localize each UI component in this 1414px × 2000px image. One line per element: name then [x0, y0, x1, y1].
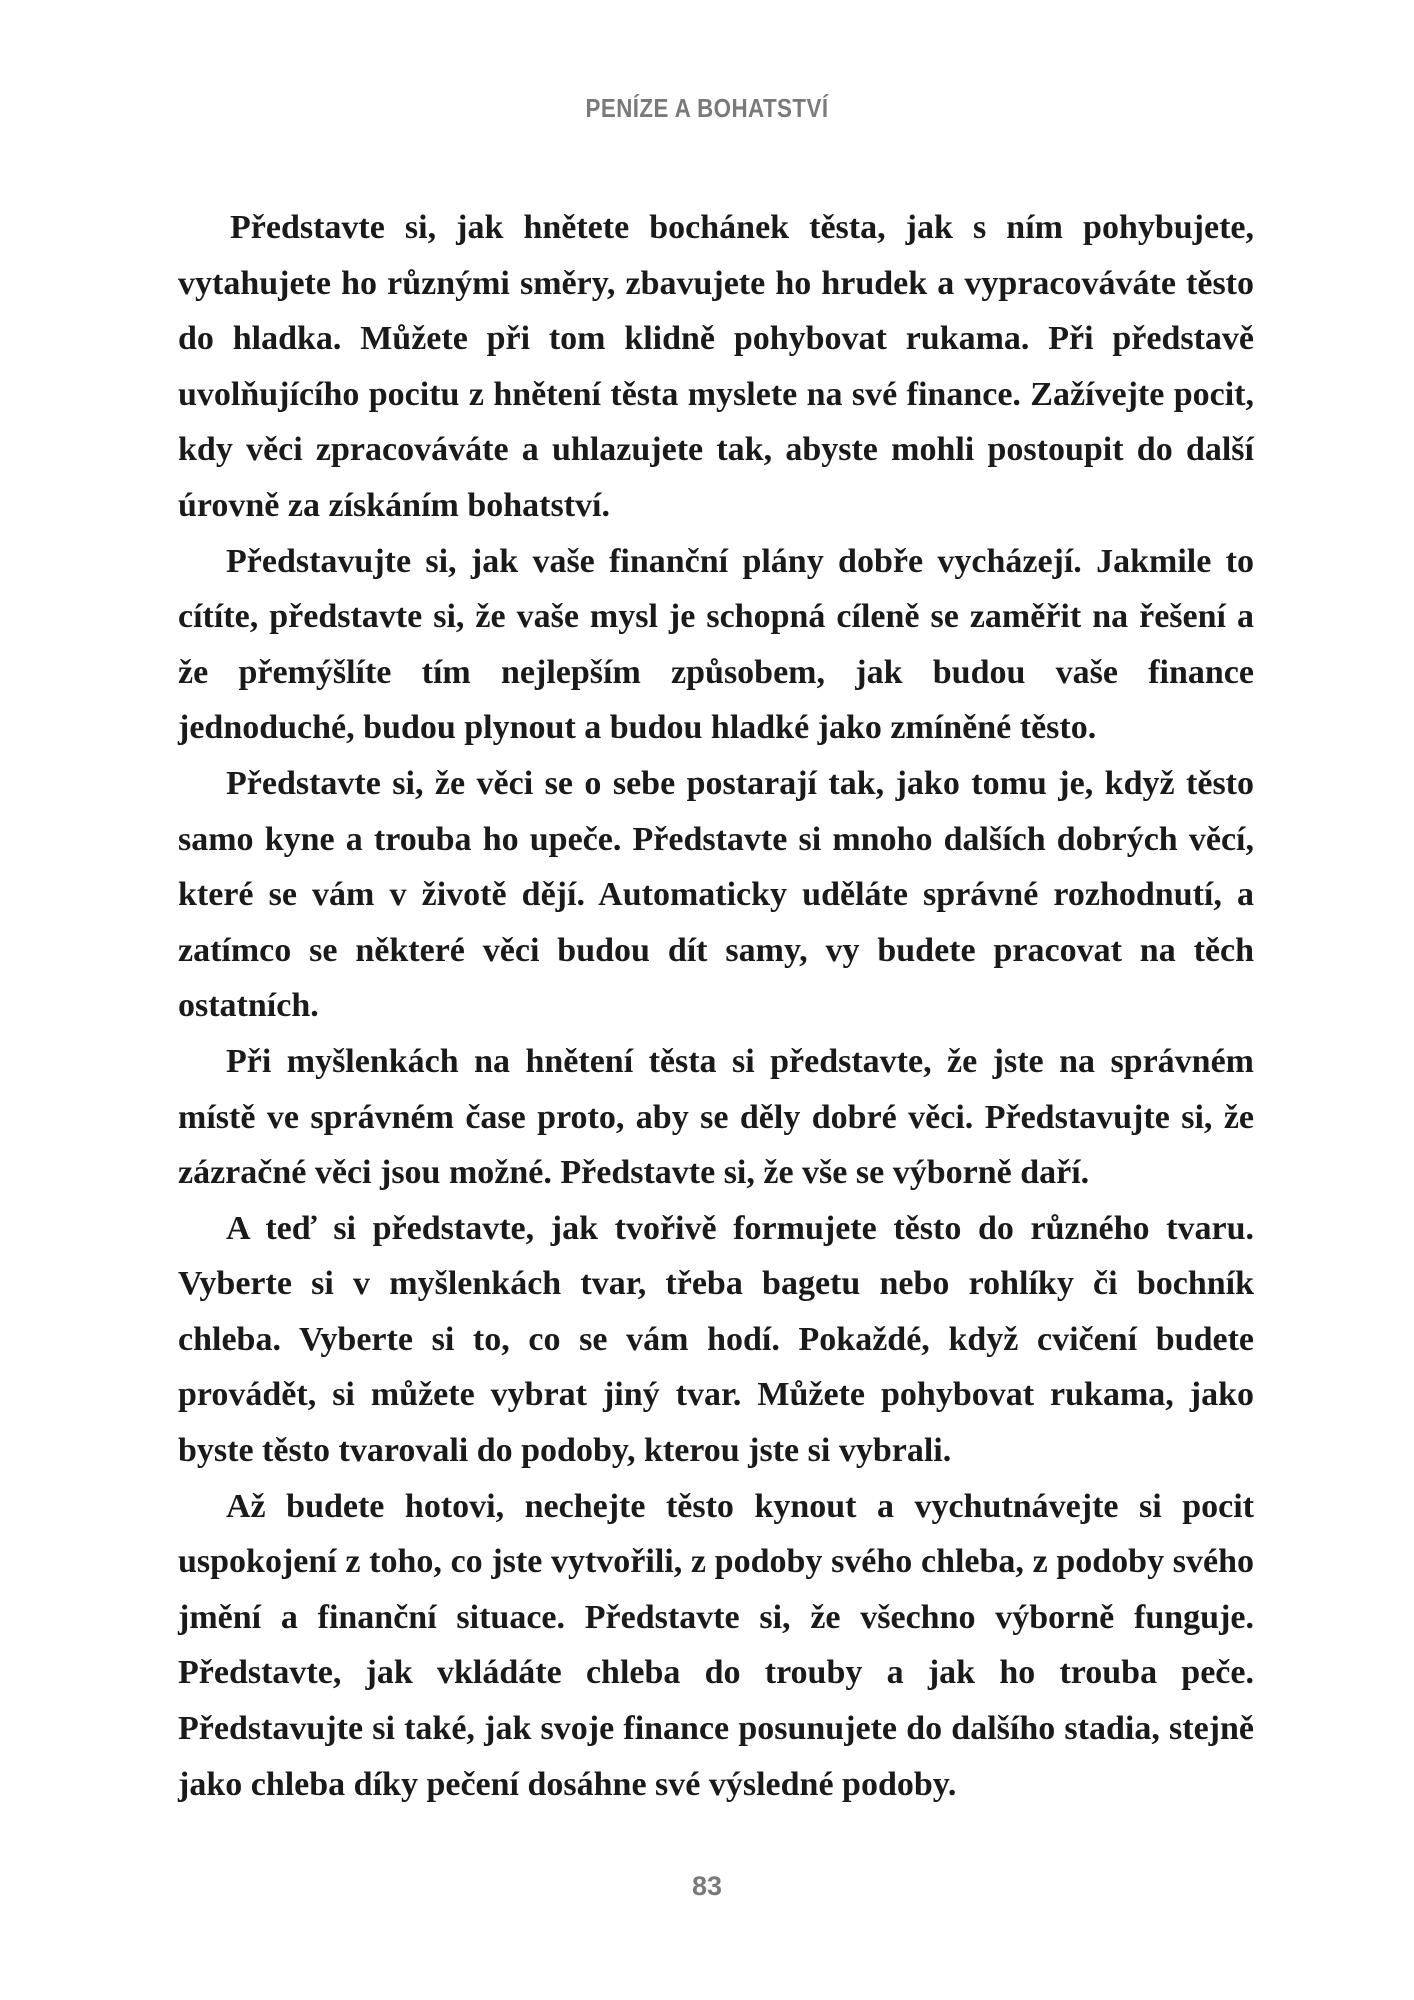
paragraph-4: Při myšlenkách na hnětení těsta si představte, že jste na správném místě ve správném čase proto, aby se děly dobré věci. Představujte si, že zázračné věci jsou možné. Představte si, že vše se výborně daří.: [178, 1042, 1254, 1192]
paragraph-5: A teď si představte, jak tvořivě formujete těsto do různého tvaru. Vyberte si v myšlenkách tvar, třeba bagetu nebo rohlíky či bochník chleba. Vyberte si to, co se vám hodí. Pokaždé, když cvičení budete provádět, si můžete vybrat jiný tvar. Můžete pohybovat rukama, jako byste těsto tvarovali do podoby, kterou jste si vybrali.: [178, 1209, 1254, 1470]
running-header: PENÍZE A BOHATSTVÍ: [585, 93, 829, 123]
paragraph-6: Až budete hotovi, nechejte těsto kynout a vychutnávejte si pocit uspokojení z toho, co jste vytvořili, z podoby svého chleba, z podoby svého jmění a finanční situace. Představte si, že všechno výborně funguje. Představte, jak vkládáte chleba do trouby a jak ho trouba peče. Představujte si také, jak svoje finance posunujete do dalšího stadia, stejně jako chleba díky pečení dosáhne své výsledné podoby.: [178, 1487, 1254, 1803]
body-text: [178, 200, 1254, 1812]
paragraph-2: Představujte si, jak vaše finanční plány dobře vycházejí. Jakmile to cítíte, představte si, že vaše mysl je schopná cíleně se zaměřit na řešení a že přemýšlíte tím nejlepším způsobem, jak budou vaše finance jednoduché, budou plynout a budou hladké jako zmíněné těsto.: [178, 542, 1254, 747]
page-number: 83: [691, 1871, 723, 1901]
paragraph-1: Představte si, jak hnětete bochánek těsta, jak s ním pohybujete, vytahujete ho různými směry, zbavujete ho hrudek a vypracováváte těsto do hladka. Můžete při tom klidně pohybovat rukama. Při představě uvolňujícího pocitu z hnětení těsta myslete na své finance. Zažívejte pocit, kdy věci zpracováváte a uhlazujete tak, abyste mohli postoupit do další úrovně za získáním bohatství.: [178, 209, 1254, 524]
paragraph-3: Představte si, že věci se o sebe postarají tak, jako tomu je, když těsto samo kyne a trouba ho upeče. Představte si mnoho dalších dobrých věcí, které se vám v životě dějí. Automaticky uděláte správné rozhodnutí, a zatímco se některé věci budou dít samy, vy budete pracovat na těch ostatních.: [178, 764, 1254, 1025]
